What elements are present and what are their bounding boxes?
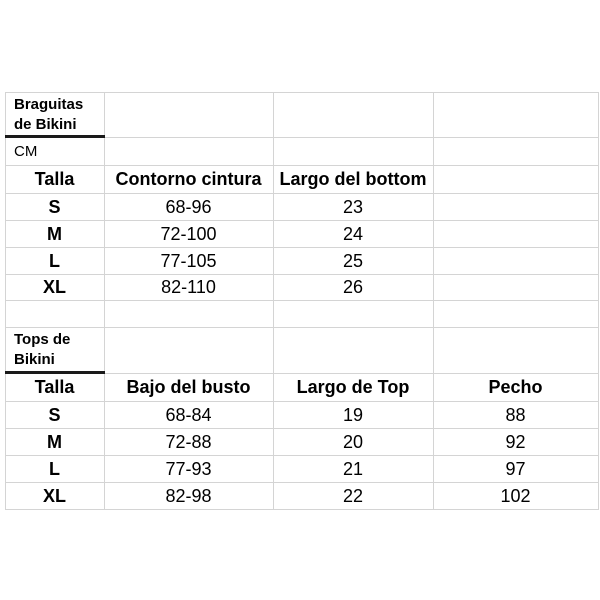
bottoms-length-cell: 24 [342,223,364,244]
bottoms-waist-cell: 68-96 [165,196,212,217]
grid-line [5,327,599,328]
tops-chest-cell: 97 [505,458,526,479]
bottoms-title-line1: Braguitas [14,96,84,113]
tops-size-cell: L [49,458,60,479]
tops-underbust-cell: 68-84 [165,404,212,425]
bottoms-waist-cell: 72-100 [160,223,217,244]
grid-line [5,300,599,301]
tops-underbust-cell: 82-98 [165,485,212,506]
tops-size-cell: S [48,404,61,425]
tops-title [14,330,70,370]
bottoms-header-waist: Contorno cintura [115,169,262,189]
tops-header-chest: Pecho [488,377,543,397]
bottoms-title [14,95,83,135]
bottoms-length-cell: 25 [342,250,364,271]
tops-chest-cell: 92 [505,431,526,452]
tops-header-underbust: Bajo del busto [126,377,251,397]
title-rule [5,135,105,138]
unit-label: CM [14,143,38,160]
bottoms-size-cell: M [47,223,62,244]
bottoms-header-size: Talla [34,169,75,189]
grid-line [5,92,599,93]
bottoms-title-line2: de Bikini [14,116,77,133]
tops-length-cell: 21 [342,458,364,479]
tops-title-line1: Tops de [14,331,71,348]
tops-header-size: Talla [34,377,75,397]
bottoms-header-length: Largo del bottom [279,169,427,189]
tops-chest-cell: 102 [500,485,531,506]
tops-length-cell: 20 [342,431,364,452]
bottoms-length-cell: 23 [342,196,364,217]
tops-title-line2: Bikini [14,351,55,368]
tops-size-cell: M [47,431,62,452]
bottoms-waist-cell: 82-110 [161,277,216,297]
tops-length-cell: 19 [342,404,364,425]
bottoms-length-cell: 26 [342,277,364,297]
bottoms-size-cell: S [48,196,61,217]
bottoms-waist-cell: 77-105 [160,250,217,271]
tops-underbust-cell: 77-93 [165,458,212,479]
grid-line [104,137,599,138]
bottoms-size-cell: L [49,250,60,271]
grid-line [598,92,599,510]
tops-chest-cell: 88 [505,404,526,425]
tops-length-cell: 22 [342,485,364,506]
tops-header-length: Largo de Top [296,377,410,397]
bottoms-size-cell: XL [42,277,66,297]
tops-underbust-cell: 72-88 [165,431,212,452]
tops-size-cell: XL [42,485,66,506]
grid-line [5,509,599,510]
